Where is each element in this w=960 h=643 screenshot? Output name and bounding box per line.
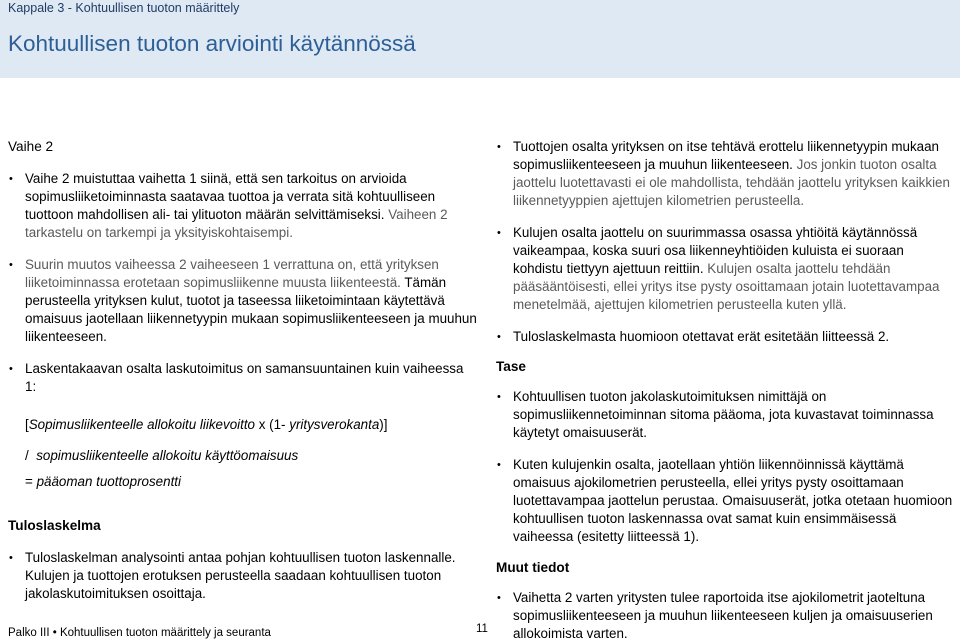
formula-line (25, 447, 478, 465)
left-column (8, 138, 478, 603)
page-title: Kohtuullisen tuoton arviointi käytännössä (8, 31, 416, 56)
list-item (496, 456, 956, 546)
chapter-label: Kappale 3 - Kohtuullisen tuoton määrittely (8, 1, 240, 15)
bullet-text-gray: Vaiheen 2 tarkastelu on tarkempi ja yksityiskohtaisempi. (25, 207, 448, 240)
page-number: 11 (476, 623, 488, 635)
list-item (8, 549, 478, 603)
bullet-text: Vaihetta 2 varten yritysten tulee raportoida itse ajokilometrit jaoteltuna sopimusliikenteeseen ja muuhun liikenteeseen kuljen ja omaisuuserien allokoimista varten. (513, 590, 933, 641)
page-footer (8, 623, 488, 639)
list-item (8, 360, 478, 396)
income-statement-heading: Tuloslaskelma (8, 518, 101, 533)
other-info-heading: Muut tiedot (496, 560, 570, 575)
formula-operator: x (1- (255, 417, 290, 432)
list-item (496, 589, 956, 643)
bullet-text-gray: Kulujen osalta jaottelu tehdään pääsääntöisesti, ellei yritys itse pysty osoittamaan jotain luotettavampaa menetelmää, ajettujen kilometrien perusteella kuten yllä. (513, 261, 940, 312)
formula-term: sopimusliikenteelle allokoitu käyttöomaisuus (36, 448, 299, 463)
formula-term: yritysverokanta (289, 417, 380, 432)
formula-line (25, 416, 478, 434)
formula (8, 416, 478, 491)
phase-bullet-list (8, 170, 478, 396)
bullet-text: Kulujen osalta jaottelu on suurimmassa osassa yhtiöitä käytännössä vaikeampaa, koska suuri osa liikenneyhtiöiden kuluista ei suoraan kohdistu tiettyyn ajettuun reittiin. (513, 225, 918, 276)
formula-term: Sopimusliikenteelle allokoitu liikevoitto (28, 417, 256, 432)
bullet-text: Laskentakaavan osalta laskutoimitus on samansuuntainen kuin vaiheessa 1: (25, 361, 464, 394)
right-column (496, 138, 956, 643)
footer-text: Palko III • Kohtuullisen tuoton määrittely ja seuranta (8, 627, 271, 639)
list-item (496, 328, 956, 346)
list-item (496, 138, 956, 210)
list-item (8, 256, 478, 346)
formula-bracket: [ (25, 417, 29, 432)
bullet-text: Tuloslaskelman analysointi antaa pohjan kohtuullisen tuoton laskennalle. (25, 550, 456, 565)
bullet-text-gray: Jos jonkin tuoton osalta jaottelu luotettavasti ei ole mahdollista, tehdään jaottelu yrityksen kaikkien liikennetyyppien ajettujen kilometrien perusteella. (513, 157, 950, 208)
bullet-text: Kuten kulujenkin osalta, jaotellaan yhtiön liikennöinnissä käyttämä omaisuus ajokilometrien perusteella, ellei yritys pysty osoittamaan luotettavampaa jaottelun perustaa. (513, 457, 904, 508)
balance-bullet-list (496, 388, 956, 546)
formula-operator: / (25, 448, 29, 463)
bullet-text-gray: Suurin muutos vaiheessa 2 vaiheeseen 1 verrattuna on, että yrityksen liiketoiminnassa erotetaan sopimusliikenne muusta liikenteestä. (25, 257, 439, 290)
formula-bracket: )] (379, 417, 388, 432)
formula-operator: = (25, 474, 33, 489)
bullet-text: Kulujen ja tuottojen erotuksen perusteella saadaan kohtuullisen tuoton jakolaskutoimituksen osoittaja. (25, 568, 442, 601)
balance-sheet-heading: Tase (496, 359, 526, 374)
bullet-text: Tuottojen osalta yrityksen on itse tehtävä erottelu liikennetyypin mukaan sopimusliikenteeseen ja muuhun liikenteeseen. (513, 139, 940, 172)
list-item (496, 224, 956, 314)
bullet-text: Omaisuuserät, jotka otetaan huomioon kohtuullisen tuoton laskennassa ovat samat kuin ensimmäisessä vaiheessa (esitetty liitteessä 1). (513, 493, 953, 544)
phase-heading: Vaihe 2 (8, 139, 54, 154)
list-item (8, 170, 478, 242)
formula-line (25, 473, 478, 491)
bullet-text: Tämän perusteella yrityksen kulut, tuotot ja taseessa liiketoimintaan käytettävä omaisuus jaotellaan liikennetyypin mukaan sopimusliikenteeseen ja muuhun liikenteeseen. (25, 275, 477, 344)
bullet-text: Vaihe 2 muistuttaa vaihetta 1 siinä, että sen tarkoitus on arvioida sopimusliiketoiminnasta saatavaa tuottoa ja verrata sitä kohtuulliseen tuottoon mahdollisen ali- tai ylituoton määrän selvittämiseksi. (25, 171, 436, 222)
list-item (496, 388, 956, 442)
bullet-text: Kohtuullisen tuoton jakolaskutoimituksen nimittäjä on sopimusliikennetoiminnan sitoma pääoma, jota kuvastavat toiminnassa käytetyt omaisuuserät. (513, 389, 934, 440)
income-detail-list (496, 138, 956, 346)
other-bullet-list (496, 589, 956, 643)
income-bullet-list (8, 549, 478, 603)
formula-term: pääoman tuottoprosentti (36, 474, 181, 489)
bullet-text: Tuloslaskelmasta huomioon otettavat erät esitetään liitteessä 2. (513, 329, 890, 344)
